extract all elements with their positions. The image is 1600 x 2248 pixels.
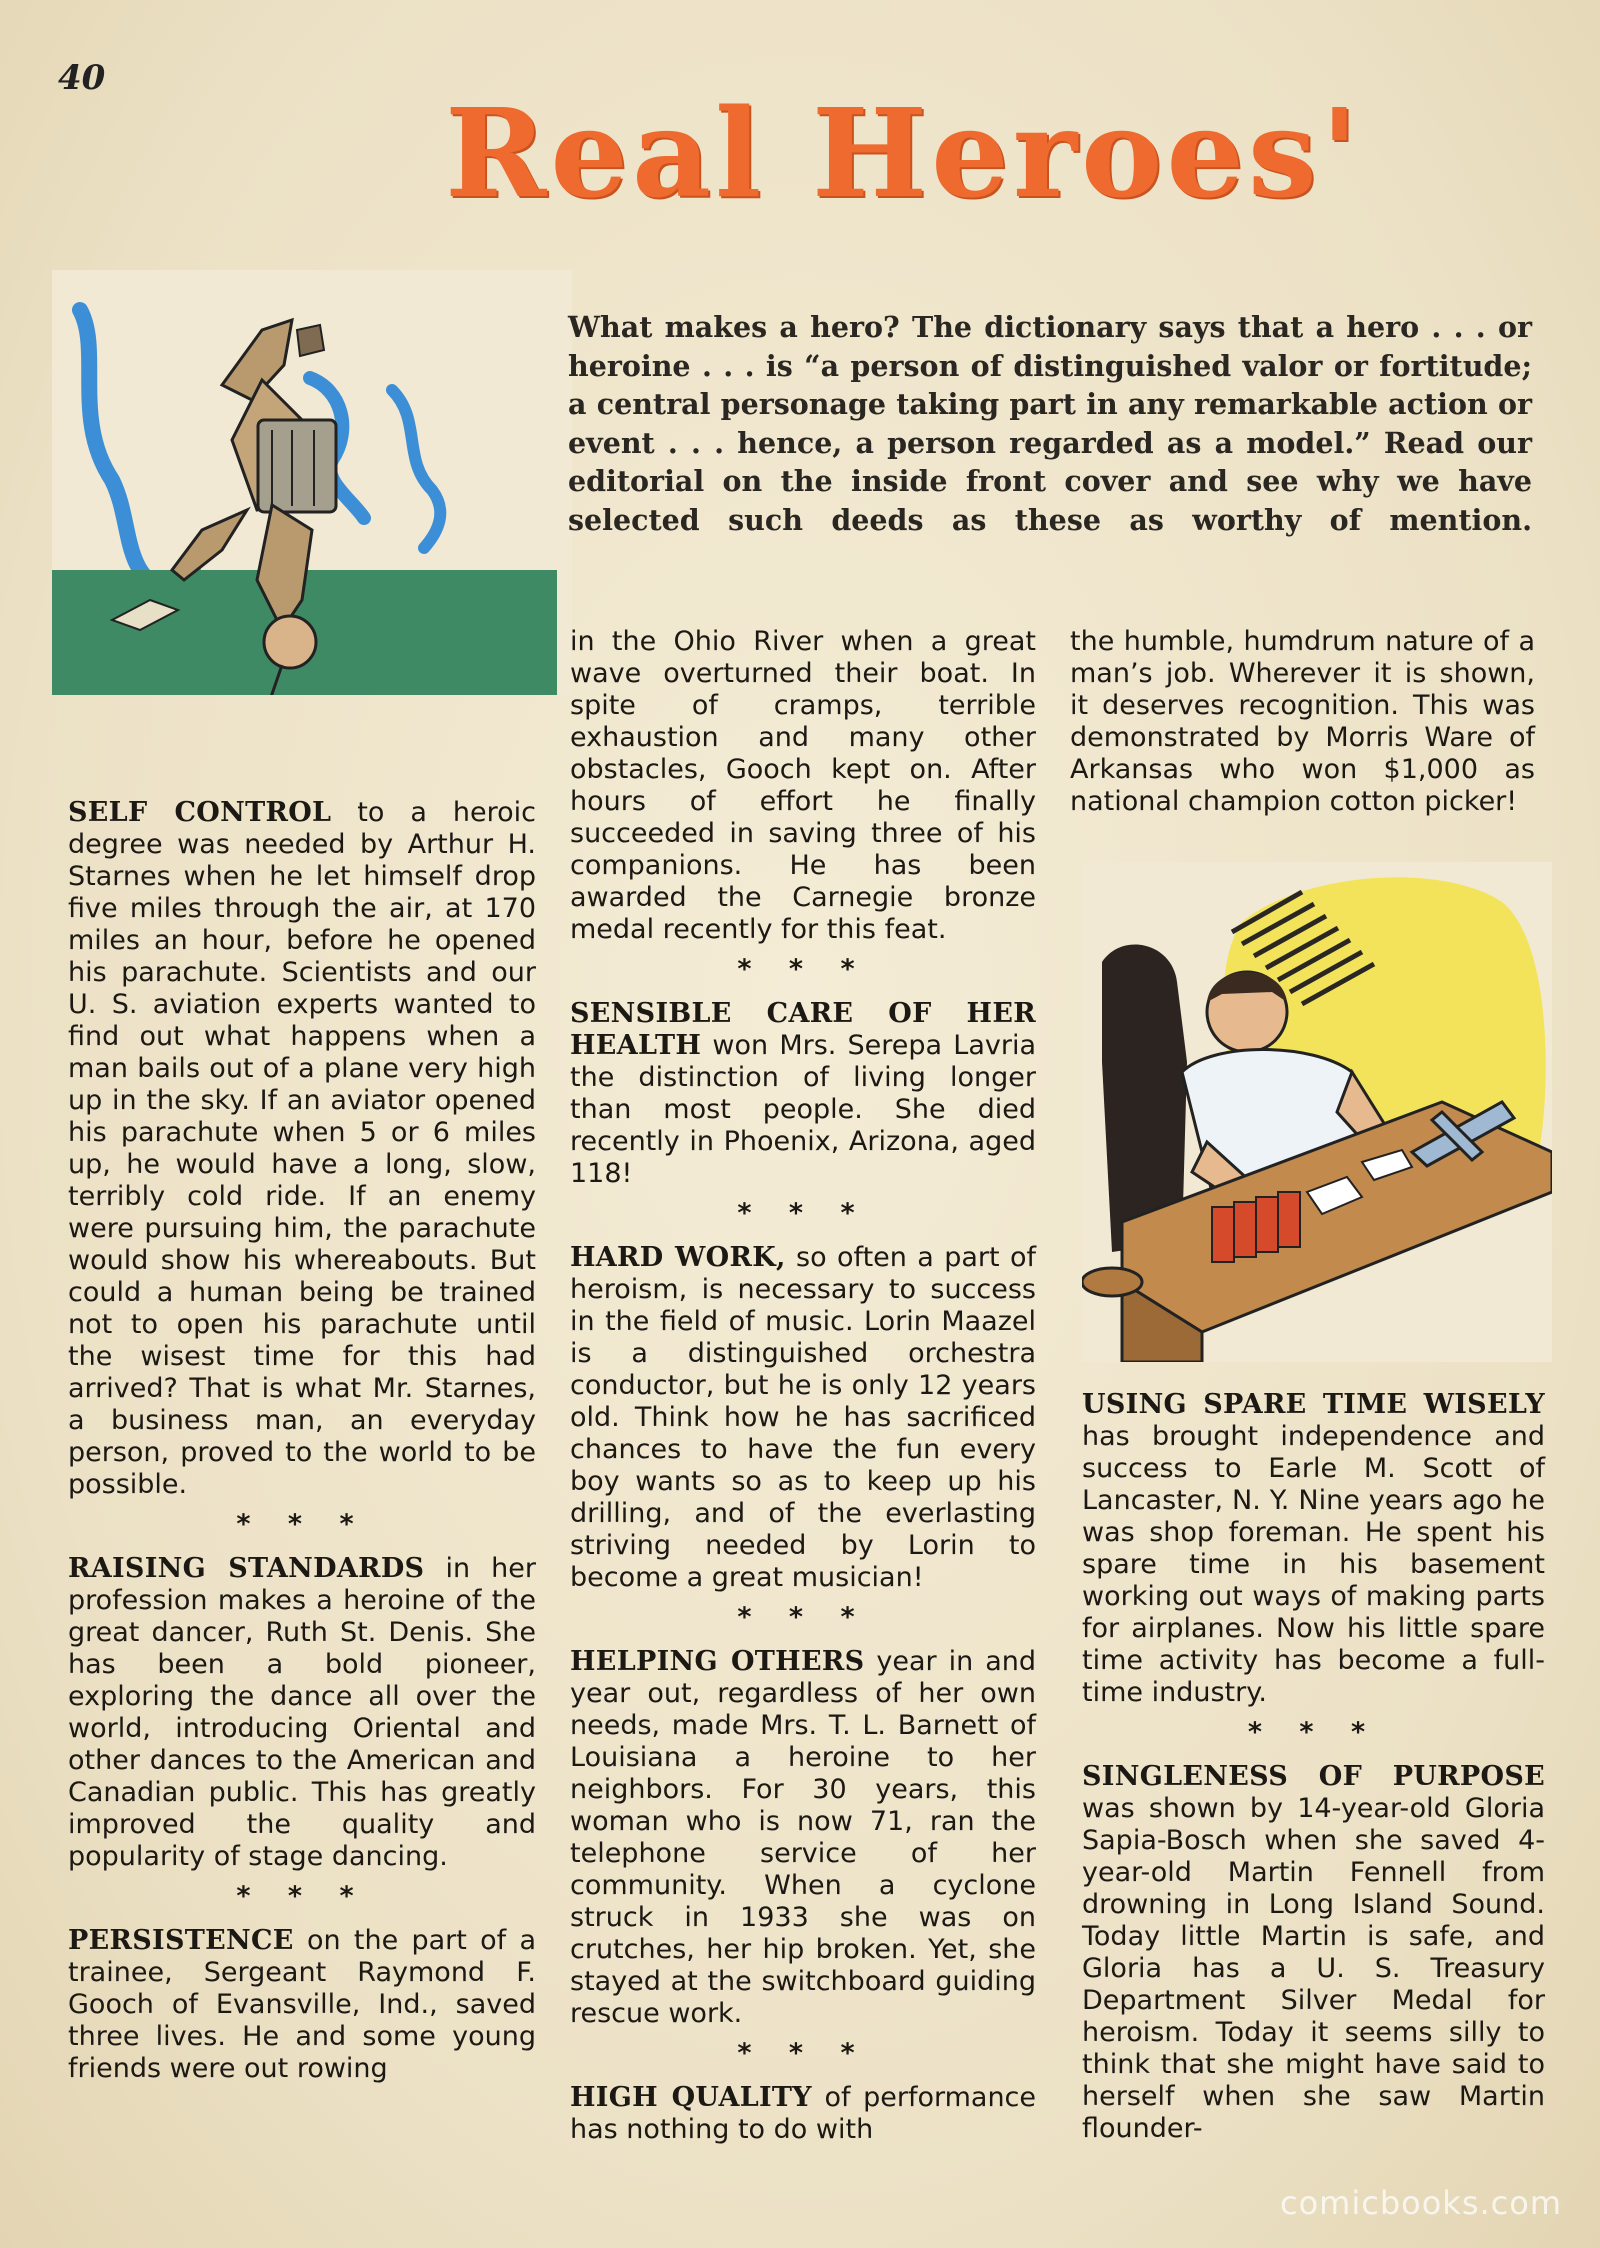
article-body: year in and year out, regardless of her own needs, made Mrs. T. L. Barnett of Louisiana a heroine to her neighbors. For 30 years, this woman who is now 71, ran the telephone service of her community. When a cyclone struck in 1933 she was on crutches, her hip broken. Yet, she stayed at the switchboard guiding rescue work.: [570, 1646, 1036, 2029]
article-heading: SINGLENESS OF PURPOSE: [1082, 1761, 1545, 1792]
article-heading: HARD WORK,: [570, 1242, 786, 1273]
article-helping-others: [570, 1646, 1036, 2030]
article-heading: SELF CONTROL: [68, 797, 332, 828]
workshop-illustration: [1082, 862, 1552, 1362]
article-high-quality: [570, 2082, 1036, 2146]
section-separator: * * *: [737, 1602, 869, 1633]
article-heading: HIGH QUALITY: [570, 2082, 812, 2113]
section-separator: * * *: [236, 1509, 368, 1540]
column-middle: [570, 626, 1036, 2146]
article-heading: SENSIBLE CARE OF HER HEALTH: [570, 998, 1036, 1061]
article-high-quality-continued: the humble, humdrum nature of a man’s job. Wherever it is shown, it deserves recognition. This was demonstrated by Morris Ware of Arkansas who won $1,000 as national champion cotton picker!: [1070, 626, 1535, 817]
article-heading: HELPING OTHERS: [570, 1646, 865, 1677]
column-right-bottom: [1082, 1389, 1545, 2145]
article-body: of performance has nothing to do with: [570, 2082, 1037, 2145]
article-heading: RAISING STANDARDS: [68, 1553, 425, 1584]
article-body: so often a part of heroism, is necessary to success in the field of music. Lorin Maazel is a distinguished orchestra conductor, but he is only 12 years old. Think how he has sacrificed chances to have the fun every boy wants so as to keep up his drilling, and of the everlasting striving needed by Lorin to become a great musician!: [570, 1242, 1036, 1593]
section-separator: * * *: [737, 954, 869, 985]
page-number: 40: [58, 58, 106, 98]
article-sensible-care: [570, 998, 1036, 1190]
section-separator: * * *: [1247, 1717, 1380, 1748]
article-singleness: [1082, 1761, 1545, 2145]
column-left: [68, 797, 536, 2085]
section-separator: * * *: [236, 1881, 368, 1912]
article-persistence-continued: in the Ohio River when a great wave overturned their boat. In spite of cramps, terrible exhaustion and many other obstacles, Gooch kept on. After hours of effort he finally succeeded in saving three of his companions. He has been awarded the Carnegie bronze medal recently for this feat.: [570, 626, 1036, 945]
article-body: in her profession makes a heroine of the great dancer, Ruth St. Denis. She has been a bold pioneer, exploring the dance all over the world, introducing Oriental and other dances to the American and Canadian public. This has greatly improved the quality and popularity of stage dancing.: [68, 1553, 536, 1872]
article-raising-standards: [68, 1553, 536, 1873]
article-body: won Mrs. Serepa Lavria the distinction of living longer than most people. She died recently in Phoenix, Arizona, aged 118!: [570, 1030, 1036, 1189]
section-separator: * * *: [737, 2038, 869, 2069]
article-hard-work: [570, 1242, 1036, 1594]
article-spare-time: [1082, 1389, 1545, 1709]
intro-paragraph: What makes a hero? The dictionary says that a hero . . . or heroine . . . is “a person of distinguished valor or fortitude; a central personage taking part in any remarkable action or event . . . hence, a person regarded as a model.” Read our editorial on the inside front cover and see why we have selected such deeds as these as worthy of mention.: [568, 310, 1532, 537]
article-body: has brought independence and success to Earle M. Scott of Lancaster, N. Y. Nine years ago he was shop foreman. He spent his spare time in his basement working out ways of making parts for airplanes. Now his little spare time activity has become a full-time industry.: [1082, 1421, 1545, 1708]
article-body: to a heroic degree was needed by Arthur H. Starnes when he let himself drop five miles through the air, at 170 miles an hour, before he opened his parachute. Scientists and our U. S. aviation experts wanted to find out what happens when a man bails out of a plane very high up in the sky. If an aviator opened his parachute when 5 or 6 miles up, he would have a long, slow, terribly cold ride. If an enemy were pursuing him, the parachute would show his whereabouts. But could a human being be trained not to open his parachute until the wisest time for this had arrived? That is what Mr. Starnes, a business man, an everyday person, proved to the world to be possible.: [68, 797, 536, 1500]
article-persistence: [68, 1925, 536, 2085]
article-heading: PERSISTENCE: [68, 1925, 294, 1956]
parachutist-illustration: [52, 270, 572, 695]
site-watermark: comicbooks.com: [1279, 2184, 1562, 2222]
article-self-control: [68, 797, 536, 1501]
article-heading: USING SPARE TIME WISELY: [1082, 1389, 1545, 1420]
article-body: on the part of a trainee, Sergeant Raymond F. Gooch of Evansville, Ind., saved three lives. He and some young friends were out rowing: [68, 1925, 536, 2084]
section-separator: * * *: [737, 1198, 869, 1229]
article-body: was shown by 14-year-old Gloria Sapia-Bosch when she saved 4-year-old Martin Fennell from drowning in Long Island Sound. Today little Martin is safe, and Gloria has a U. S. Treasury Department Silver Medal for heroism. Today it seems silly to think that she might have said to herself when she saw Martin flounder-: [1082, 1793, 1545, 2144]
page-title: Real Heroes': [445, 81, 1363, 225]
column-right-top: [1070, 626, 1535, 818]
